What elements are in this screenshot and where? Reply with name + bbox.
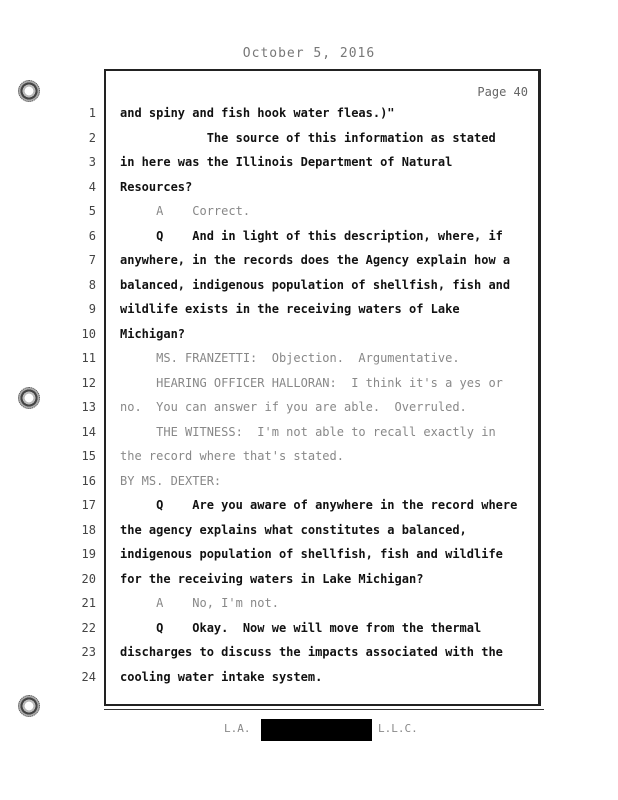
line-number: 23	[81, 645, 96, 659]
line-number: 12	[81, 375, 96, 390]
line-number: 17	[81, 498, 96, 512]
line-number: 8	[88, 277, 96, 292]
line-text: the agency explains what constitutes a balanced,	[120, 522, 467, 537]
line-text: and spiny and fish hook water fleas.)"	[120, 106, 395, 120]
line-number: 21	[81, 596, 96, 610]
line-text: balanced, indigenous population of shellfish, fish and	[120, 277, 511, 292]
line-number: 22	[81, 620, 96, 635]
line-text: the record where that's stated.	[120, 449, 344, 463]
line-text: Michigan?	[120, 326, 186, 341]
line-number: 9	[88, 302, 96, 316]
line-number: 11	[81, 351, 96, 365]
line-number: 2	[88, 130, 96, 145]
line-text: wildlife exists in the receiving waters of Lake	[120, 302, 460, 316]
line-text: Q Are you aware of anywhere in the record where	[120, 498, 518, 512]
transcript-line	[0, 251, 618, 271]
line-text: BY MS. DEXTER:	[120, 473, 222, 488]
transcript-line	[0, 472, 618, 492]
line-number: 1	[88, 106, 96, 120]
transcript-line	[0, 227, 618, 247]
line-number: 24	[81, 669, 96, 684]
transcript-line	[0, 668, 618, 688]
line-number: 19	[81, 547, 96, 561]
line-number: 3	[88, 155, 96, 169]
transcript-line	[0, 129, 618, 149]
line-text: indigenous population of shellfish, fish and wildlife	[120, 547, 503, 561]
line-text: for the receiving waters in Lake Michigan?	[120, 571, 424, 586]
line-text: A No, I'm not.	[120, 596, 279, 610]
line-text: no. You can answer if you are able. Overruled.	[120, 400, 467, 414]
line-number: 15	[81, 449, 96, 463]
line-text: in here was the Illinois Department of Natural	[120, 155, 453, 169]
transcript-line	[0, 423, 618, 443]
line-number: 7	[88, 253, 96, 267]
transcript-line	[0, 153, 618, 173]
transcript-line	[0, 619, 618, 639]
transcript-line	[0, 374, 618, 394]
line-text: MS. FRANZETTI: Objection. Argumentative.	[120, 351, 460, 365]
footer-right-text: L.L.C.	[378, 722, 418, 735]
line-text: The source of this information as stated	[120, 130, 496, 145]
transcript-line	[0, 398, 618, 418]
line-text: HEARING OFFICER HALLORAN: I think it's a yes or	[120, 375, 503, 390]
binder-hole-bottom	[18, 695, 40, 717]
line-number: 10	[81, 326, 96, 341]
footer-left-text: L.A.	[224, 722, 251, 735]
transcript-line	[0, 521, 618, 541]
line-text: cooling water intake system.	[120, 669, 323, 684]
line-number: 5	[88, 204, 96, 218]
transcript-line	[0, 178, 618, 198]
transcript-line	[0, 643, 618, 663]
transcript-date: October 5, 2016	[242, 46, 376, 61]
line-text: anywhere, in the records does the Agency explain how a	[120, 253, 511, 267]
line-number: 18	[81, 522, 96, 537]
line-text: Q And in light of this description, where, if	[120, 228, 503, 243]
line-number: 6	[88, 228, 96, 243]
line-text: Q Okay. Now we will move from the thermal	[120, 620, 482, 635]
line-number: 16	[81, 473, 96, 488]
line-number: 13	[81, 400, 96, 414]
line-number: 20	[81, 571, 96, 586]
transcript-line	[0, 496, 618, 516]
page-number: Page 40	[477, 85, 528, 99]
transcript-line	[0, 349, 618, 369]
binder-hole-top	[18, 80, 40, 102]
transcript-line	[0, 545, 618, 565]
line-text: A Correct.	[120, 204, 251, 218]
line-number: 4	[88, 179, 96, 194]
line-text: discharges to discuss the impacts associated with the	[120, 645, 503, 659]
reporter-footer	[0, 719, 618, 741]
transcript-line	[0, 594, 618, 614]
transcript-line	[0, 276, 618, 296]
line-text: THE WITNESS: I'm not able to recall exactly in	[120, 424, 496, 439]
transcript-line	[0, 300, 618, 320]
line-text: Resources?	[120, 179, 193, 194]
transcript-line	[0, 104, 618, 124]
transcript-line	[0, 325, 618, 345]
transcript-line	[0, 447, 618, 467]
line-number: 14	[81, 424, 96, 439]
transcript-line	[0, 202, 618, 222]
redaction-bar	[261, 719, 372, 741]
transcript-line	[0, 570, 618, 590]
frame-double-rule	[104, 709, 544, 710]
